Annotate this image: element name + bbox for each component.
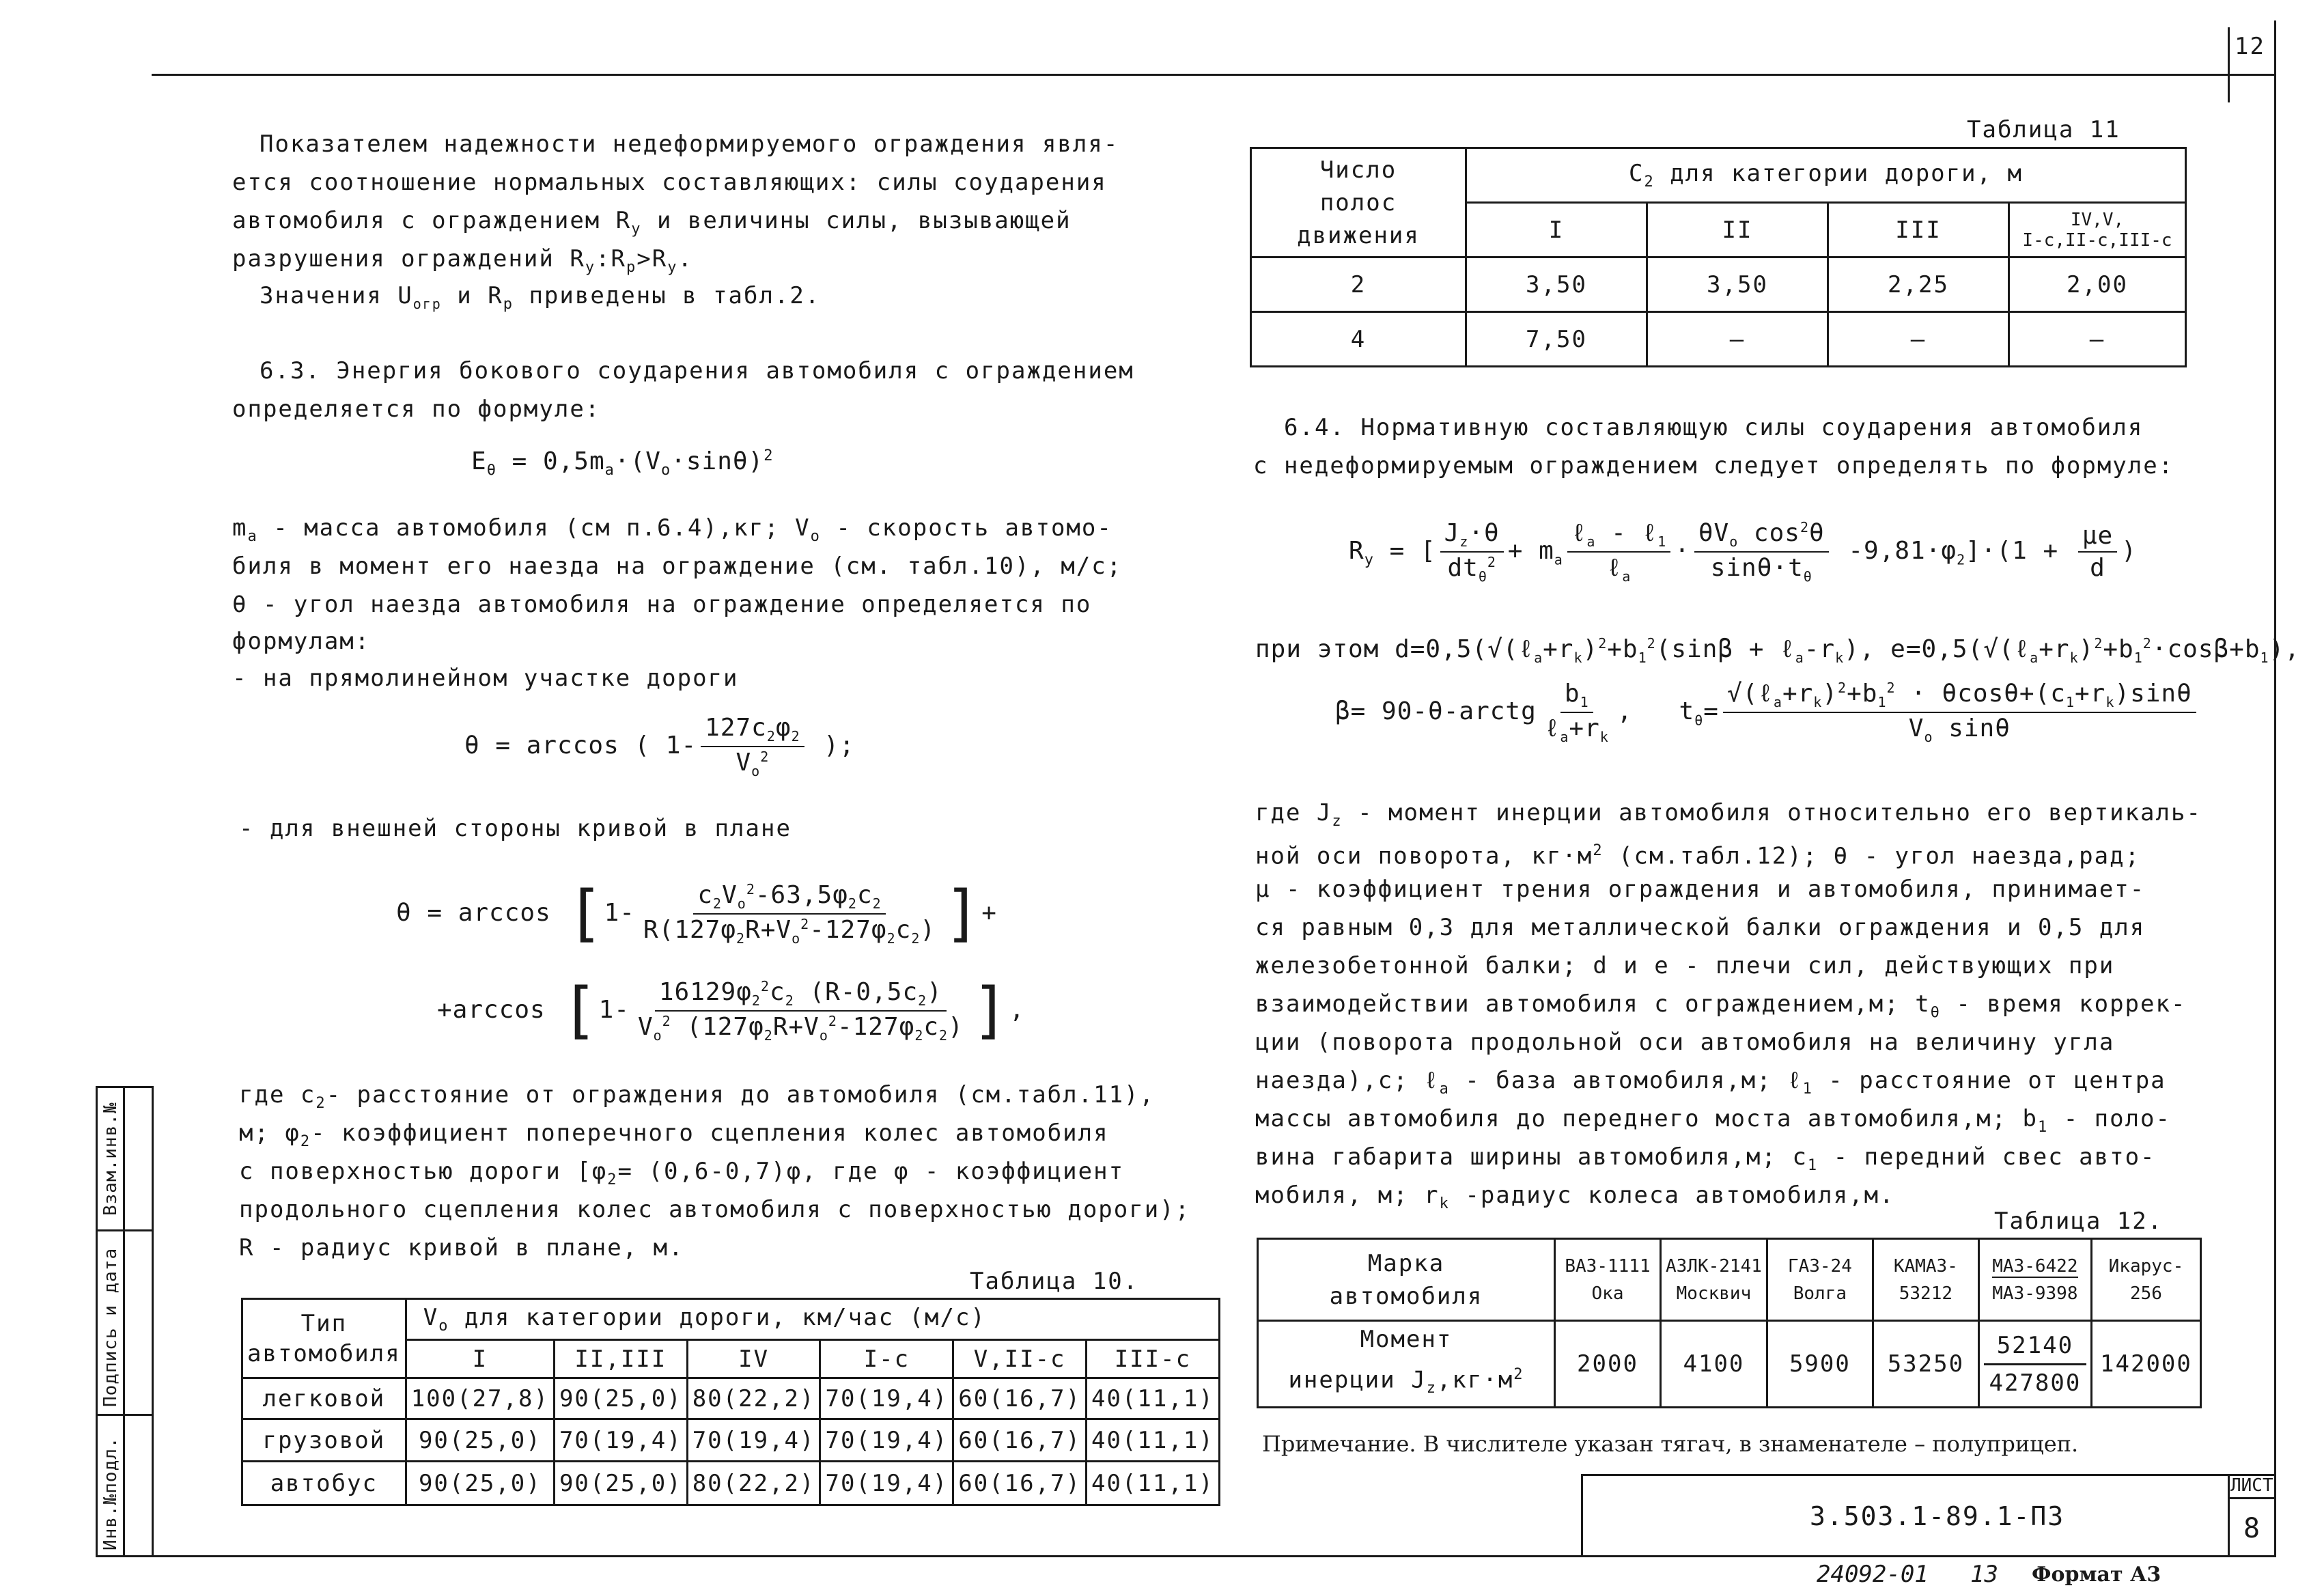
formula-beta-t: β= 90-θ-arctg $\frac{b_1}{\ell_a+r_k}$ , $t_\theta=$ $\frac{√(\ell_a+r_k)^2+b_1^2 \cdot \theta\cos\theta+(c_1+r_k)\sin\theta}{V_o \sin\theta}$ (1335, 680, 2200, 745)
left-border (152, 1086, 154, 1556)
table10-cat: III-с (1087, 1340, 1220, 1378)
defs1-line2: биля в момент его наезда на ограждение (см. табл.10), м/с; (232, 553, 1123, 580)
table10-head-v: $V_o$ для категории дороги, км/час (м/с) (406, 1299, 1219, 1340)
table10-cell: 70(19,4) (687, 1419, 820, 1462)
right-defs-line8: наезда),с; ℓ$_a$ - база автомобиля,м; ℓ$_1$ - расстояние от центра (1255, 1067, 2166, 1098)
right-defs-line10: вина габарита ширины автомобиля,м; $c_1$ - передний свес авто- (1255, 1143, 2156, 1174)
table10-cell: 90(25,0) (406, 1419, 554, 1462)
table11-cell: — (1828, 312, 2009, 367)
formula-theta-curve-2: +arccos [1- $\frac{16129\varphi_2^2c_2 (R-0,5c_2)}{V_o^2 (127\varphi_2R+V_o^2-127\varphi_2c_2)}$ ], (437, 975, 1025, 1047)
right-defs-line7: ции (поворота продольной оси автомобиля на величину угла (1255, 1029, 2115, 1056)
page-corner-number: 12 (2235, 33, 2265, 60)
table11-cat: I (1466, 203, 1647, 257)
table12-brand: ВАЗ-1111 Ока (1555, 1239, 1661, 1321)
right-defs-line3: μ - коэффициент трения ограждения и автомобиля, принимает- (1255, 876, 2146, 903)
right-defs-line9: массы автомобиля до переднего моста автомобиля,м; $b_1$ - поло- (1255, 1105, 2171, 1136)
table12-row-label: Момент инерции $J_z,кг\cdot м^2$ (1258, 1321, 1555, 1408)
table10-row-name: грузовой (242, 1419, 406, 1462)
table10-row-name: легковой (242, 1378, 406, 1419)
table-row (242, 1462, 1220, 1505)
table12-brand: АЗЛК-2141 Москвич (1661, 1239, 1767, 1321)
right-defs-line1: где $J_z$ - момент инерции автомобиля относительно его вертикаль- (1255, 799, 2202, 830)
table12-note: Примечание. В числителе указан тягач, в знаменателе – полуприцеп. (1262, 1431, 2079, 1457)
para1-line5: Значения $U_{огр}$ и $R_p$ приведены в табл.2. (260, 282, 821, 313)
table11-cell: 3,50 (1647, 257, 1828, 312)
sec63-line2: определяется по формуле: (232, 395, 601, 423)
stamp-sheet-number: 8 (2243, 1513, 2262, 1544)
table10-cell: 60(16,7) (953, 1419, 1087, 1462)
bottom-handwritten-number-2: 13 (1970, 1561, 1998, 1588)
table-row (1258, 1321, 2201, 1408)
side-stamp-border (96, 1086, 98, 1556)
defs2-line5: R - радиус кривой в плане, м. (239, 1234, 684, 1262)
table12-brand: КАМАЗ- 53212 (1873, 1239, 1978, 1321)
table12 (1257, 1238, 2202, 1408)
defs2-line1: где $c_2-$ расстояние от ограждения до автомобиля (см.табл.11), (239, 1081, 1155, 1112)
side-stamp-sep2 (96, 1414, 154, 1416)
right-defs-line4: ся равным 0,3 для металлической балки ограждения и 0,5 для (1255, 914, 2146, 941)
table10-cell: 40(11,1) (1087, 1378, 1220, 1419)
table11-cell: 3,50 (1466, 257, 1647, 312)
table11-caption: Таблица 11 (1967, 116, 2120, 143)
formula-theta-curve-1: θ = arccos [1- $\frac{c_2V_o^2-63,5\varphi_2c_2}{R(127\varphi_2R+V_o^2-127\varphi_2c_2)}$ ]+ (396, 878, 997, 950)
table10-cell: 70(19,4) (820, 1462, 953, 1505)
table10-cell: 90(25,0) (554, 1462, 687, 1505)
sec63-line1: 6.3. Энергия бокового соударения автомобиля с ограждением (260, 357, 1134, 385)
table10-cell: 90(25,0) (406, 1462, 554, 1505)
table12-cell: 53250 (1873, 1321, 1978, 1408)
table12-maz-cell: 52140 427800 (1978, 1321, 2091, 1408)
side-stamp-inner (123, 1086, 125, 1556)
table12-cell: 4100 (1661, 1321, 1767, 1408)
table10-cell: 80(22,2) (687, 1462, 820, 1505)
formula-theta-straight: θ = arccos ( 1- $\frac{127c_2\varphi_2}{V_o^2}$ ); (464, 714, 855, 780)
table10-cell: 70(19,4) (820, 1419, 953, 1462)
table12-brand: Икарус- 256 (2091, 1239, 2200, 1321)
para1-line4: разрушения ограждений $R_y:R_p>R_y$. (232, 245, 693, 276)
defs2-line4: продольного сцепления колес автомобиля с поверхностью дороги); (239, 1196, 1191, 1223)
corner-divider (2228, 27, 2230, 102)
table11-cell: 7,50 (1466, 312, 1647, 367)
bottom-format: Формат А3 (2032, 1563, 2161, 1587)
table12-brand: МАЗ-6422 МАЗ-9398 (1978, 1239, 2091, 1321)
formula-ry: $R_y$ = [ $\frac{J_z\cdot\theta}{dt_\theta^2}$ + $m_a$ $\frac{\ell_a - \ell_1}{\ell_a}$ · $\frac{\theta V_o \cos^2\theta}{\sin\theta\cdot t_\theta}$ $-9,81\cdot\varphi_2]\cdot(1$ + $\frac{\mu e}{d}$ ) (1349, 519, 2137, 585)
defs2-line2: м; $\varphi_2-$ коэффициент поперечного сцепления колес автомобиля (239, 1119, 1109, 1150)
table10-cat: I (406, 1340, 554, 1378)
stamp-sheet-div (2228, 1474, 2230, 1556)
table11-head-c: $C_2$ для категории дороги, м (1466, 148, 2186, 203)
table12-cell: 5900 (1767, 1321, 1873, 1408)
right-defs-line6: взаимодействии автомобиля с ограждением,м; $t_\theta$ - время коррек- (1255, 990, 2187, 1021)
table11-cell: — (2009, 312, 2186, 367)
table11-cell: 2,00 (2009, 257, 2186, 312)
table10-cell: 70(19,4) (554, 1419, 687, 1462)
table11-head-lanes: Число полос движения (1251, 148, 1466, 257)
table12-caption: Таблица 12. (1994, 1208, 2164, 1235)
table11-cat: III (1828, 203, 2009, 257)
para1-line1: Показателем надежности недеформируемого ограждения явля- (260, 130, 1119, 158)
table12-cell: 2000 (1555, 1321, 1661, 1408)
right-border (2274, 20, 2276, 1557)
top-border (152, 74, 2276, 76)
table-row (1251, 257, 2186, 312)
table12-head-brand: Марка автомобиля (1258, 1239, 1555, 1321)
sec64-line1: 6.4. Нормативную составляющую силы соударения автомобиля (1284, 414, 2144, 441)
table11-lanes: 4 (1251, 312, 1466, 367)
right-defs-line11: мобиля, м; $r_k$ -радиус колеса автомобиля,м. (1255, 1182, 1895, 1212)
table10-row-name: автобус (242, 1462, 406, 1505)
side-stamp-sep1 (96, 1229, 154, 1231)
side-stamp-label-2: Подпись и дата (100, 1247, 121, 1407)
table-row (1251, 312, 2186, 367)
table10-cat: V,II-с (953, 1340, 1087, 1378)
table10-head-type: Тип автомобиля (242, 1299, 406, 1378)
stamp-left (1581, 1474, 1583, 1556)
right-defs-line5: железобетонной балки; d и e - плечи сил, действующих при (1255, 952, 2115, 979)
stamp-sheet-label: ЛИСТ (2230, 1475, 2273, 1496)
table11-cell: 2,25 (1828, 257, 2009, 312)
stamp-code: 3.503.1-89.1-ПЗ (1810, 1501, 2065, 1531)
table11-lanes: 2 (1251, 257, 1466, 312)
table10-cat: II,III (554, 1340, 687, 1378)
table11-cat: II (1647, 203, 1828, 257)
para1-line3: автомобиля с ограждением $R_y$ и величины силы, вызывающей (232, 207, 1072, 238)
defs2-line3: с поверхностью дороги [$\varphi_2= (0,6-0,7)\varphi$, где φ - коэффициент (239, 1158, 1125, 1188)
table10-cell: 90(25,0) (554, 1378, 687, 1419)
table10-cell: 70(19,4) (820, 1378, 953, 1419)
table11 (1250, 147, 2187, 367)
sec64-line2: с недеформируемым ограждением следует определять по формуле: (1253, 452, 2174, 479)
defs1-line3: θ - угол наезда автомобиля на ограждение определяется по (232, 591, 1092, 618)
defs1-line4: формулам: (232, 628, 371, 655)
table11-cell: — (1647, 312, 1828, 367)
table10 (241, 1298, 1220, 1506)
table10-cell: 40(11,1) (1087, 1462, 1220, 1505)
table-row (242, 1419, 1220, 1462)
defs1-line1: $m_a$ - масса автомобиля (см п.6.4),кг; $V_o$ - скорость автомо- (232, 514, 1112, 545)
outer-curve-label: - для внешней стороны кривой в плане (239, 815, 792, 842)
defs1-line5: - на прямолинейном участке дороги (232, 665, 739, 692)
stamp-top (1581, 1474, 2274, 1476)
table12-brand: ГАЗ-24 Волга (1767, 1239, 1873, 1321)
table10-cat: I-с (820, 1340, 953, 1378)
table10-cell: 40(11,1) (1087, 1419, 1220, 1462)
side-stamp-label-1: Взам.инв.№ (100, 1102, 121, 1216)
formula-d-e: при этом $d=0,5(√(\ell_a+r_k)^2+b_1^2(\sin\beta$ + $\ell_a-r_k$), $e=0,5(√(\ell_a+r_k)^2+b_1^2\cdot\cos\beta+b_1)$, (1255, 635, 2300, 667)
table12-cell: 142000 (2091, 1321, 2200, 1408)
side-stamp-label-3: Инв.№подл. (100, 1436, 121, 1550)
para1-line2: ется соотношение нормальных составляющих: силы соударения (232, 169, 1107, 196)
table10-cell: 60(16,7) (953, 1462, 1087, 1505)
table10-cat: IV (687, 1340, 820, 1378)
table10-cell: 60(16,7) (953, 1378, 1087, 1419)
side-stamp-top (96, 1086, 154, 1088)
formula-energy: $E_\theta = 0,5m_a\cdot(V_o\cdot\sin\theta)^2$ (471, 447, 774, 479)
bottom-handwritten-number: 24092-01 (1817, 1561, 1929, 1588)
table10-cell: 100(27,8) (406, 1378, 554, 1419)
table10-caption: Таблица 10. (970, 1268, 1139, 1295)
stamp-sheet-label-line (2228, 1497, 2274, 1499)
table10-cell: 80(22,2) (687, 1378, 820, 1419)
table-row (242, 1378, 1220, 1419)
table11-cat-last: IV,V, I-с,II-с,III-с (2009, 203, 2186, 257)
bottom-border (96, 1555, 2276, 1557)
right-defs-line2: ной оси поворота, $кг\cdot м^2$ (см.табл.12); θ - угол наезда,рад; (1255, 842, 2141, 870)
